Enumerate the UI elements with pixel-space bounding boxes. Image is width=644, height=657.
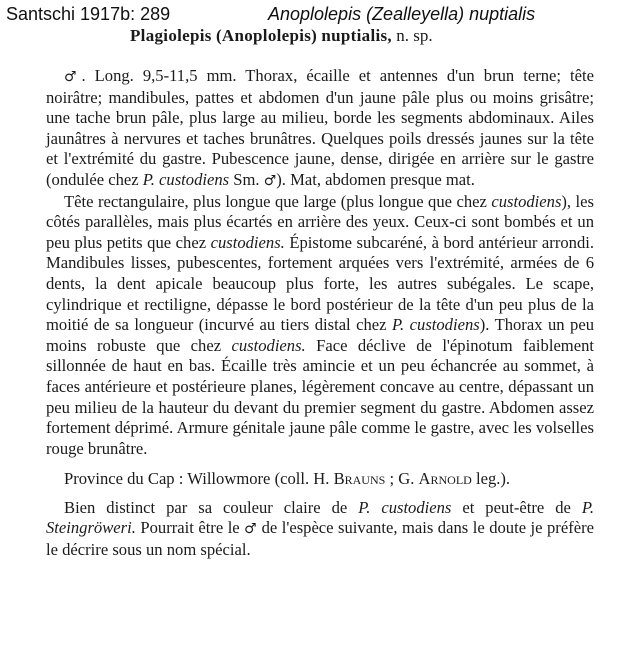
title-subgenus: (Anoplolepis) [215, 26, 318, 45]
paragraph-morphology: Tête rectangulaire, plus longue que large (plus longue que chez custodiens), les côtés parallèles, mais plus écartés en arrière des yeux. Ceux-ci sont bombés et un peu plus petits que chez custodiens. Épistome subcaréné, à bord antérieur arrondi. Mandibules lisses, pubescentes, fortement arquées vers l'extrémité, armées de 6 dents, la dent apicale beaucoup plus forte, les autres subégales. Le scape, cylindrique et rectiligne, dépasse le bord postérieur de la tête d'un peu plus de la moitié de sa longueur (incurvé au tiers distal chez P. custodiens). Thorax un peu moins robuste que chez custodiens. Face déclive de l'épinotum faiblement sillonnée de haut en bas. Écaille très amincie et un peu échancrée au sommet, à faces antérieure et postérieure planes, légèrement concave au centre, dépassant un peu milieu de la hauteur du devant du premier segment du gastre. Abdomen assez fortement déprimé. Armure génitale jaune pâle comme le gastre, avec les volselles rouge brunâtre. [46, 191, 594, 458]
paragraph-male-description: ♂. Long. 9,5-11,5 mm. Thorax, écaille et antennes d'un brun terne; tête noirâtre; mandibules, pattes et abdomen d'un jaune pâle plus ou moins grisâtre; une tache brun pâle, plus large au milieu, borde les segments abdominaux. Ailes jaunâtres à nervures et taches brunâtres. Quelques poils dressés jaunes sur la tête et l'extrémité du gastre. Pubescence jaune, dense, dirigée en arrière sur le gastre (ondulée chez P. custodiens Sm. ♂). Mat, abdomen presque mat. [46, 66, 594, 189]
citation-label: Santschi 1917b: 289 [6, 4, 171, 24]
male-symbol-icon: ♂ [263, 172, 277, 189]
paragraph-remarks: Bien distinct par sa couleur claire de P. custodiens et peut-être de P. Steingröweri. Pourrait être le ♂ de l'espèce suivante, mais dans le doute je préfère le décrire sous un nom spécial. [46, 497, 594, 560]
species-header: Anoplolepis (Zealleyella) nuptialis [268, 4, 536, 24]
page-header [0, 4, 644, 26]
title-genus: Plagiolepis [130, 26, 212, 45]
species-title [130, 26, 433, 46]
title-note: n. sp. [396, 26, 433, 45]
description-body [46, 66, 594, 561]
male-symbol-icon: ♂ [64, 69, 82, 85]
title-species: nuptialis, [321, 26, 392, 45]
male-symbol-icon: ♂ [244, 521, 258, 538]
paragraph-locality: Province du Cap : Willowmore (coll. H. Brauns ; G. Arnold leg.). [64, 469, 511, 489]
